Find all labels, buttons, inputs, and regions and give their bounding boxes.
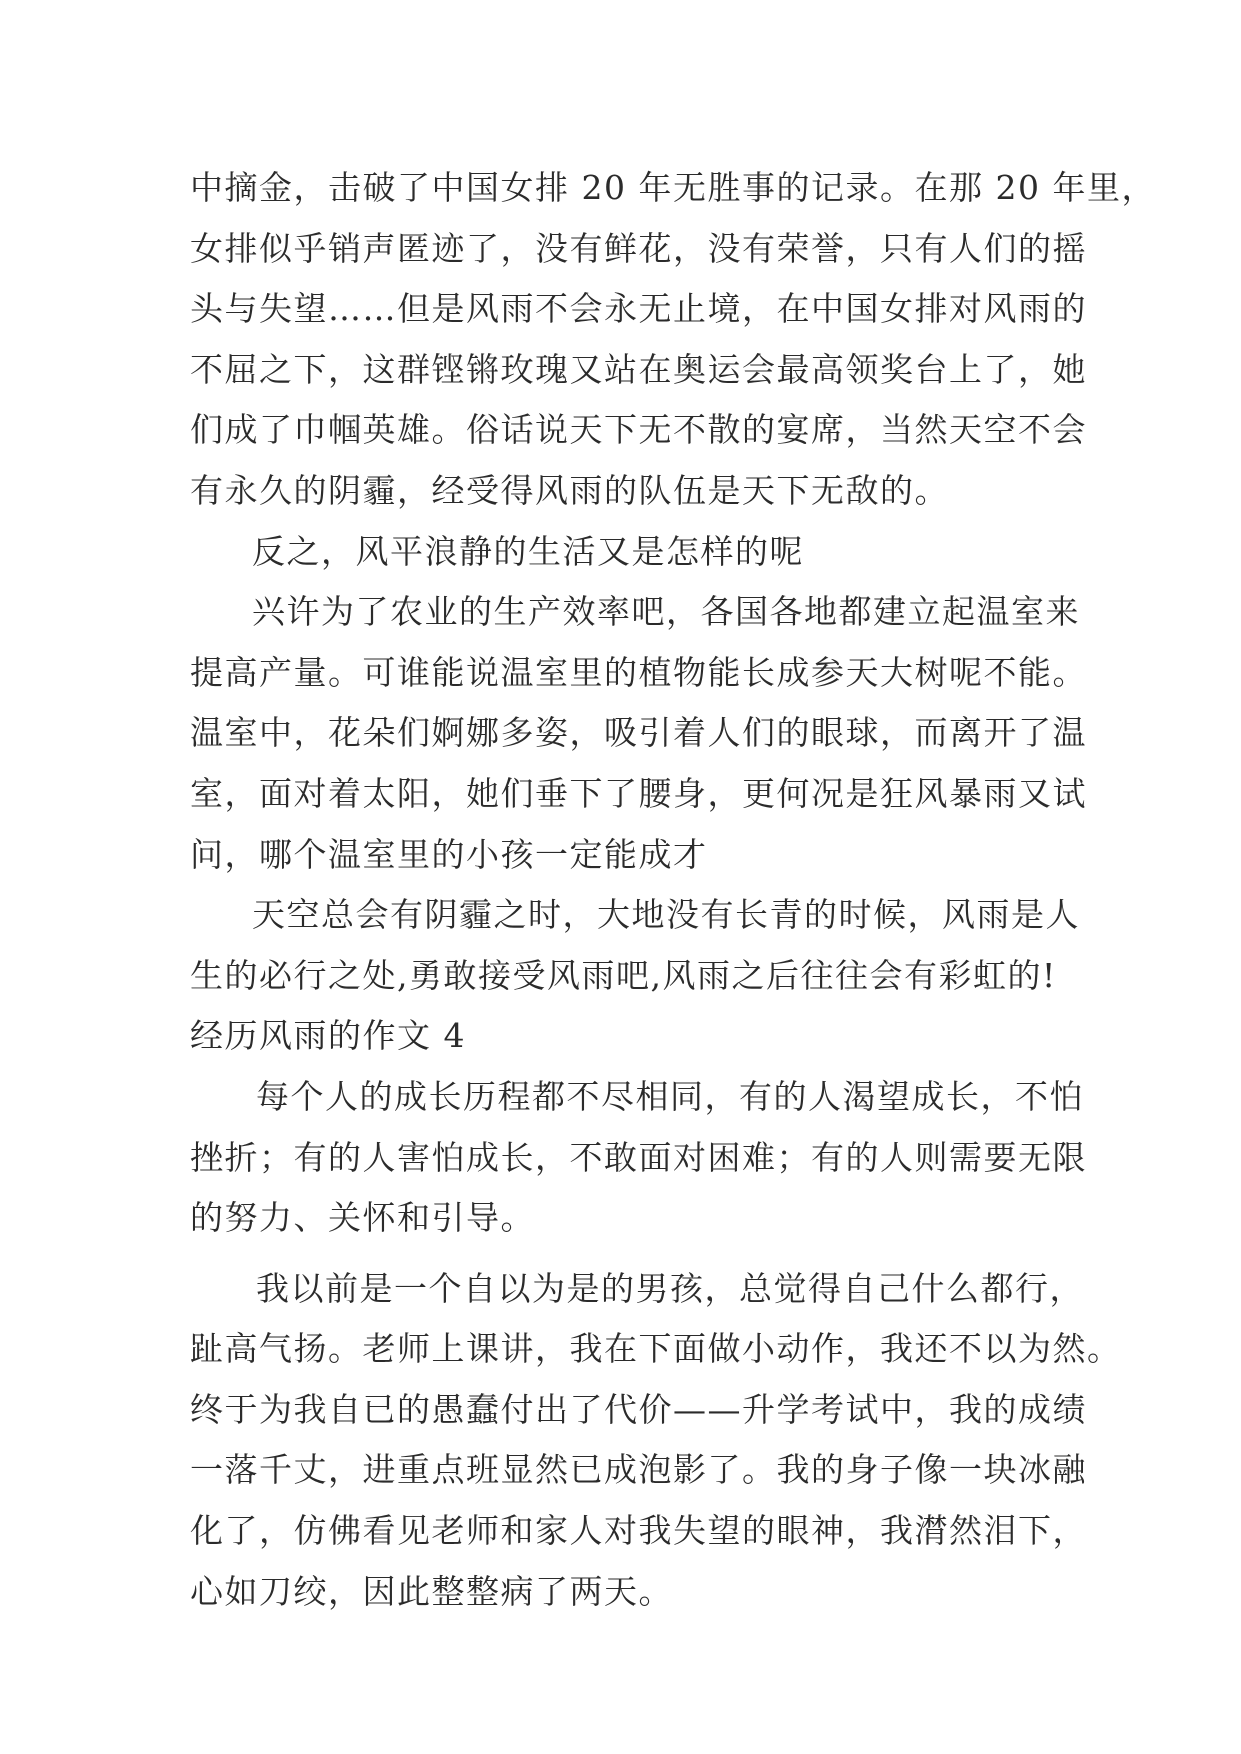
text-line: 有永久的阴霾，经受得风雨的队伍是天下无敌的。: [190, 470, 949, 510]
text-line: 兴许为了农业的生产效率吧，各国各地都建立起温室来: [252, 592, 1080, 632]
text-line: 趾高气扬。老师上课讲，我在下面做小动作，我还不以为然。: [190, 1329, 1122, 1369]
text-line: 每个人的成长历程都不尽相同，有的人渴望成长，不怕: [256, 1076, 1084, 1116]
text-line: 中摘金，击破了中国女排 20 年无胜事的记录。在那 20 年里，: [190, 168, 1156, 207]
paragraph: [190, 158, 1156, 522]
text-line: 提高产量。可谁能说温室里的植物能长成参天大树呢不能。: [190, 652, 1087, 692]
text-line: 天空总会有阴霾之时，大地没有长青的时候，风雨是人: [252, 895, 1080, 935]
text-line: 们成了巾帼英雄。俗话说天下无不散的宴席，当然天空不会: [190, 410, 1087, 450]
text-line: 不屈之下，这群铿锵玫瑰又站在奥运会最高领奖台上了，她: [190, 349, 1087, 389]
text-line: 挫折；有的人害怕成长，不敢面对困难；有的人则需要无限: [190, 1137, 1087, 1177]
text-line: 心如刀绞，因此整整病了两天。: [190, 1571, 673, 1611]
text-line: 一落千丈，进重点班显然已成泡影了。我的身子像一块冰融: [190, 1450, 1087, 1490]
text-line: 温室中，花朵们婀娜多姿，吸引着人们的眼球，而离开了温: [190, 713, 1087, 753]
text-line: 化了，仿佛看见老师和家人对我失望的眼神，我潸然泪下，: [190, 1511, 1087, 1551]
text-line: 女排似乎销声匿迹了，没有鲜花，没有荣誉，只有人们的摇: [190, 228, 1087, 268]
paragraph: [190, 582, 1087, 885]
text-line: 生的必行之处,勇敢接受风雨吧,风雨之后往往会有彩虹的!: [190, 955, 1057, 995]
text-line: 问，哪个温室里的小孩一定能成才: [190, 834, 708, 874]
text-line: 室，面对着太阳，她们垂下了腰身，更何况是狂风暴雨又试: [190, 773, 1087, 813]
text-line: 头与失望……但是风雨不会永无止境，在中国女排对风雨的: [190, 289, 1087, 329]
text-line: 的努力、关怀和引导。: [190, 1198, 535, 1238]
section-heading: 经历风雨的作文 4: [190, 1016, 466, 1056]
paragraph: [190, 522, 1070, 583]
document-body: [190, 158, 1156, 1622]
text-line: 反之，风平浪静的生活又是怎样的呢: [252, 531, 804, 571]
text-line: 我以前是一个自以为是的男孩，总觉得自己什么都行，: [256, 1268, 1084, 1308]
paragraph: [190, 885, 1080, 1006]
paragraph: [190, 1067, 1087, 1249]
text-line: 终于为我自已的愚蠢付出了代价——升学考试中，我的成绩: [190, 1389, 1087, 1429]
paragraph: [190, 1259, 1122, 1623]
